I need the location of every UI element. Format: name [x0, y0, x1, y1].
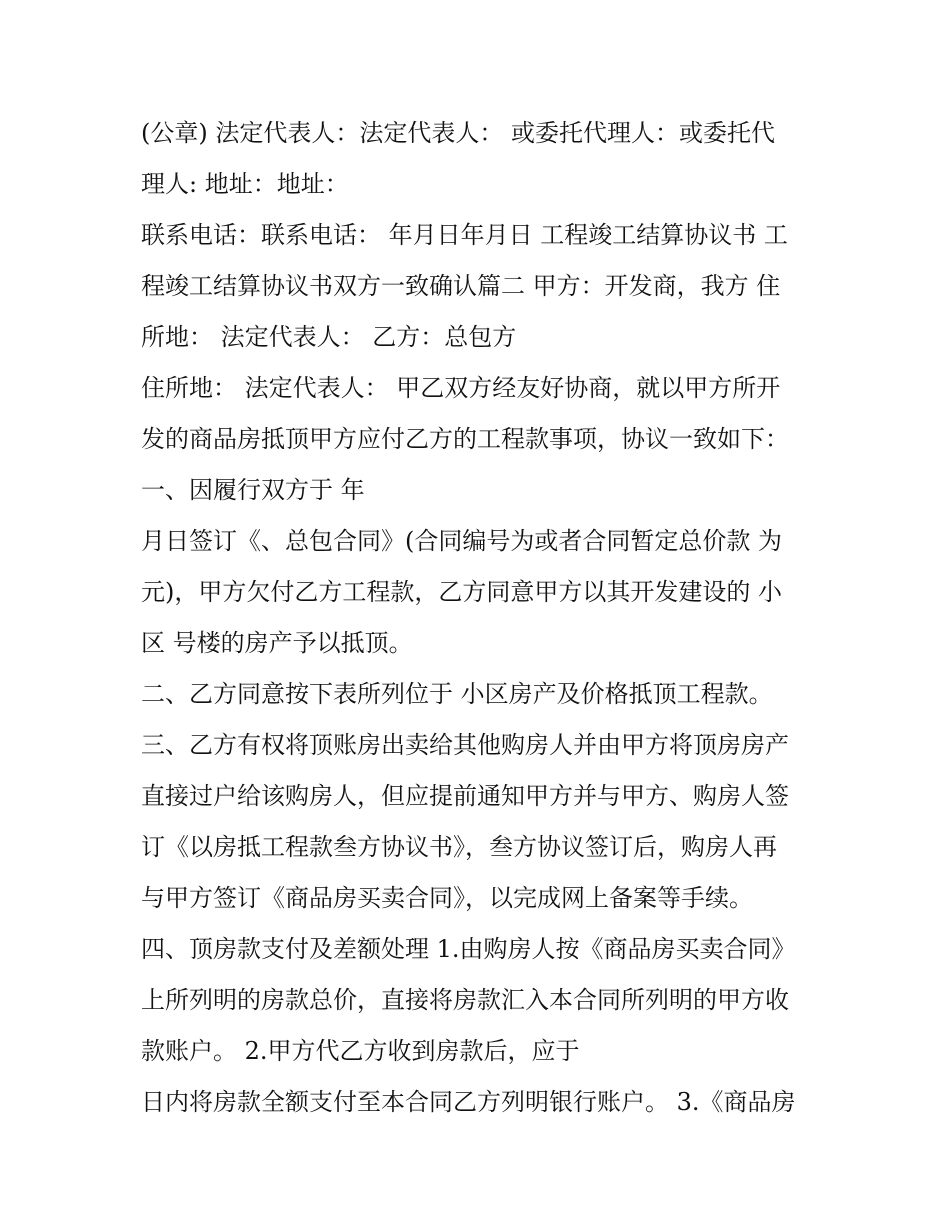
text-line: 直接过户给该购房人，但应提前通知甲方并与甲方、购房人签	[141, 782, 789, 810]
text-line: 住所地： 法定代表人： 甲乙双方经友好协商，就以甲方所开	[141, 374, 781, 402]
text-line: 四、顶房款支付及差额处理 1.由购房人按《商品房买卖合同》	[141, 935, 796, 963]
text-line: 联系电话：联系电话： 年月日年月日 工程竣工结算协议书 工	[141, 221, 788, 249]
text-line: (公章) 法定代表人：法定代表人： 或委托代理人：或委托代	[141, 119, 775, 147]
text-line: 区 号楼的房产予以抵顶。	[141, 629, 413, 657]
text-line: 款账户。 2.甲方代乙方收到房款后，应于	[141, 1037, 580, 1065]
text-line: 一、因履行双方于 年	[141, 476, 365, 504]
text-line: 上所列明的房款总价，直接将房款汇入本合同所列明的甲方收	[141, 986, 789, 1014]
text-line: 二、乙方同意按下表所列位于 小区房产及价格抵顶工程款。	[141, 680, 773, 708]
text-line: 月日签订《、总包合同》(合同编号为或者合同暂定总价款 为	[141, 527, 782, 555]
text-line: 所地： 法定代表人： 乙方：总包方	[141, 323, 517, 351]
text-line: 理人: 地址：地址：	[141, 170, 349, 198]
document-body	[141, 108, 821, 1128]
text-line: 程竣工结算协议书双方一致确认篇二 甲方：开发商，我方 住	[141, 272, 781, 300]
text-line: 三、乙方有权将顶账房出卖给其他购房人并由甲方将顶房房产	[141, 731, 789, 759]
text-line: 元)，甲方欠付乙方工程款，乙方同意甲方以其开发建设的 小	[141, 578, 782, 606]
text-line: 订《以房抵工程款叁方协议书》，叁方协议签订后，购房人再	[141, 833, 777, 861]
text-line: 日内将房款全额支付至本合同乙方列明银行账户。 3.《商品房	[141, 1088, 796, 1116]
text-line: 与甲方签订《商品房买卖合同》，以完成网上备案等手续。	[141, 884, 753, 912]
text-line: 发的商品房抵顶甲方应付乙方的工程款事项，协议一致如下：	[141, 425, 789, 453]
